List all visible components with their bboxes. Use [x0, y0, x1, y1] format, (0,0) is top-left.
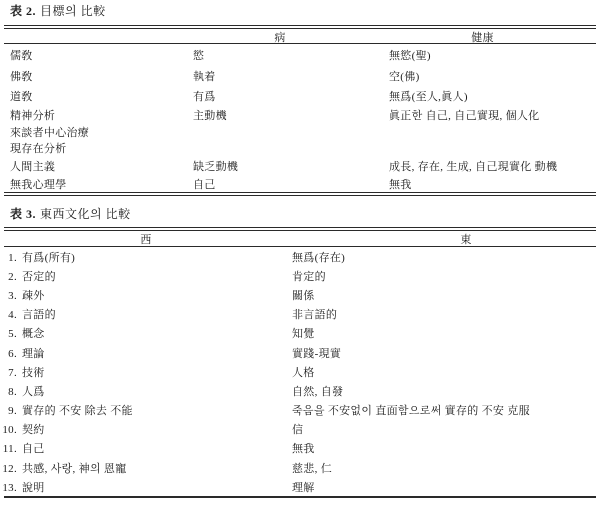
table-row — [0, 44, 600, 65]
row-number: 4. — [8, 309, 17, 322]
table2-body — [0, 44, 600, 192]
table-cell-disease: 主動機 — [193, 110, 227, 122]
row-number: 11. — [2, 443, 17, 456]
table-row — [0, 247, 600, 266]
table-cell-health: 無慾(聖) — [389, 49, 431, 62]
west-value: 疎外 — [22, 289, 45, 302]
table-row — [0, 266, 600, 285]
table-cell-system: 佛敎 — [10, 70, 33, 83]
west-value: 理論 — [22, 347, 45, 360]
table-cell-west — [0, 364, 292, 380]
row-number: 12. — [2, 462, 17, 475]
west-value: 技術 — [22, 366, 45, 379]
table2-header-disease: 病 — [274, 32, 286, 44]
table-cell-west — [0, 306, 292, 322]
table-row — [0, 106, 600, 124]
west-value: 人爲 — [22, 385, 45, 398]
table-cell-health: 成長, 存在, 生成, 自己現實化 動機 — [389, 160, 558, 173]
table2-header-row — [0, 29, 600, 43]
table-cell-health: 空(佛) — [389, 70, 420, 83]
table-cell-east: 實踐-現實 — [292, 347, 342, 360]
west-value: 契約 — [22, 424, 45, 437]
table-row — [0, 140, 600, 156]
table-row — [0, 420, 600, 439]
table-row — [0, 305, 600, 324]
table-cell-disease: 有爲 — [193, 91, 216, 103]
table-cell-west — [0, 440, 292, 456]
table-row — [0, 86, 600, 106]
row-number: 13. — [2, 481, 17, 494]
table-cell-west — [0, 421, 292, 437]
table2-title — [10, 5, 600, 18]
table-cell-disease: 自己 — [193, 178, 216, 191]
table-row — [0, 175, 600, 192]
table-row — [0, 439, 600, 458]
table-cell-west — [0, 325, 292, 341]
table-cell-east: 理解 — [292, 481, 315, 494]
table2-header-health: 健康 — [471, 32, 494, 44]
row-number: 6. — [8, 347, 17, 360]
west-value: 自己 — [22, 443, 45, 456]
row-number: 7. — [8, 366, 17, 379]
west-value: 有爲(所有) — [22, 251, 76, 264]
west-value: 實存的 不安 除去 不能 — [22, 405, 133, 418]
table-cell-east: 自然, 自發 — [292, 385, 344, 398]
table-row — [0, 65, 600, 86]
table-row — [0, 458, 600, 477]
table2-bottom-rule — [4, 192, 596, 196]
row-number: 2. — [8, 270, 17, 283]
table-cell-east: 關係 — [292, 289, 315, 302]
row-number: 5. — [8, 328, 17, 341]
west-value: 概念 — [22, 328, 45, 341]
table3-header-east: 東 — [460, 234, 472, 246]
row-number: 1. — [8, 251, 17, 264]
table-row — [0, 285, 600, 304]
table2-title-text: 目標의 比較 — [40, 4, 106, 18]
table-row — [0, 362, 600, 381]
table-cell-east: 無我 — [292, 443, 315, 456]
table-cell-disease: 缺乏動機 — [193, 160, 239, 173]
table-cell-east: 信 — [292, 424, 304, 437]
table-row — [0, 156, 600, 175]
table-cell-west — [0, 287, 292, 303]
table-cell-east: 知覺 — [292, 328, 315, 341]
table-row — [0, 477, 600, 496]
table3-header-row — [0, 231, 600, 246]
table-cell-health: 無我 — [389, 178, 412, 191]
table-cell-disease: 慾 — [193, 49, 205, 62]
table2-label: 表 2. — [10, 4, 37, 18]
table-row — [0, 401, 600, 420]
table3-bottom-rule — [4, 496, 596, 498]
table-cell-east: 肯定的 — [292, 270, 326, 283]
row-number: 9. — [8, 405, 17, 418]
table-cell-west — [0, 479, 292, 495]
table-cell-system: 無我心理學 — [10, 178, 67, 191]
table-cell-east: 人格 — [292, 366, 315, 379]
row-number: 10. — [2, 424, 17, 437]
table3-title-text: 東西文化의 比較 — [40, 207, 131, 221]
west-value: 否定的 — [22, 270, 56, 283]
table-cell-east: 非言語的 — [292, 309, 338, 322]
table-cell-disease: 執着 — [193, 70, 216, 83]
table-row — [0, 381, 600, 400]
table-cell-health: 眞正한 自己, 自己實現, 個人化 — [389, 110, 540, 122]
west-value: 共感, 사랑, 神의 恩寵 — [22, 462, 127, 475]
table-cell-system: 儒敎 — [10, 49, 33, 62]
table-cell-system: 精神分析 — [10, 110, 56, 122]
table-cell-west — [0, 460, 292, 476]
table-cell-system: 人間主義 — [10, 160, 56, 173]
table-cell-west — [0, 402, 292, 418]
table-cell-system: 現存在分析 — [10, 143, 67, 155]
table3-body — [0, 247, 600, 496]
table-cell-east: 無爲(存在) — [292, 251, 346, 264]
table-cell-system: 來談者中心治療 — [10, 127, 90, 139]
table-cell-east: 죽음을 不安없이 直面함으로써 實存的 不安 克服 — [292, 405, 530, 418]
row-number: 3. — [8, 289, 17, 302]
table-row — [0, 324, 600, 343]
table3-label: 表 3. — [10, 207, 37, 221]
table3-header-west: 西 — [140, 234, 152, 246]
table-cell-west — [0, 345, 292, 361]
table-row — [0, 343, 600, 362]
table-cell-east: 慈悲, 仁 — [292, 462, 332, 475]
table-cell-west — [0, 383, 292, 399]
row-number: 8. — [8, 385, 17, 398]
west-value: 言語的 — [22, 309, 56, 322]
west-value: 說明 — [22, 481, 45, 494]
table-cell-west — [0, 249, 292, 265]
table-cell-west — [0, 268, 292, 284]
table3-title — [10, 208, 600, 221]
table-cell-health: 無爲(至人,眞人) — [389, 91, 468, 103]
table-row — [0, 124, 600, 140]
table-cell-system: 道敎 — [10, 91, 33, 103]
